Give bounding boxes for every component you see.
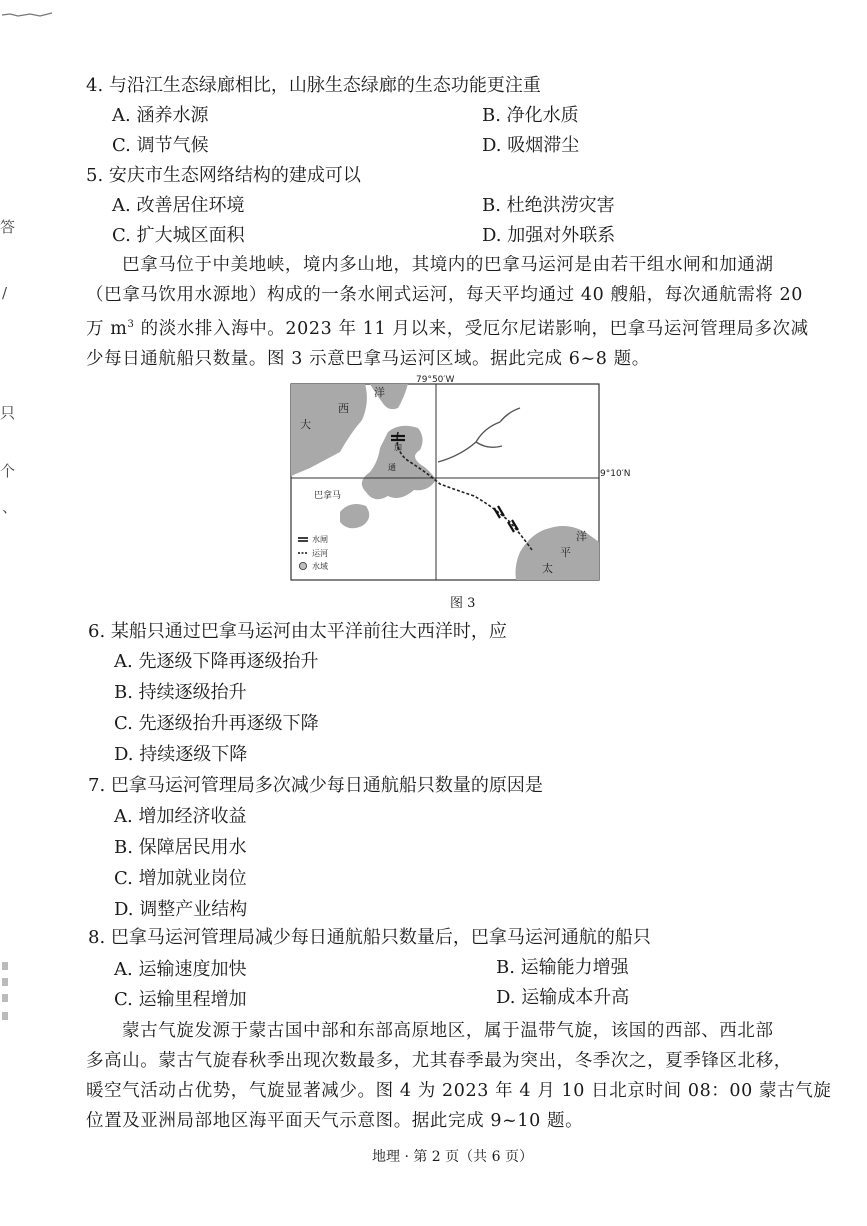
passage-panama-line-3a: 万 m [86, 318, 128, 339]
passage-mongolia-line-4: 位置及亚洲局部地区海平面天气示意图。据此完成 9~10 题。 [86, 1111, 584, 1131]
q5-option-d: D. 加强对外联系 [482, 225, 616, 246]
legend-canal-label: 运河 [312, 549, 328, 558]
atlantic-label-1: 大 [300, 418, 311, 431]
q6-option-d: D. 持续逐级下降 [114, 744, 248, 765]
q4-option-a: A. 涵养水源 [112, 105, 209, 126]
figure-3-caption: 图 3 [450, 596, 476, 611]
edge-mark-4: 个 [0, 462, 16, 480]
binding-marks [1, 960, 11, 1030]
q7-stem: 7. 巴拿马运河管理局多次减少每日通航船只数量的原因是 [88, 775, 543, 796]
q5-stem: 5. 安庆市生态网络结构的建成可以 [86, 165, 361, 186]
q4-option-c: C. 调节气候 [112, 135, 209, 156]
panama-canal-map [270, 372, 631, 584]
passage-panama-line-1: 巴拿马位于中美地峡，境内多山地，其境内的巴拿马运河是由若干组水闸和加通湖 [122, 255, 774, 275]
q7-option-b: B. 保障居民用水 [114, 837, 247, 858]
q6-option-b: B. 持续逐级抬升 [114, 682, 247, 703]
legend-lock-label: 水闸 [312, 535, 328, 544]
edge-mark-3: 只 [0, 404, 16, 422]
passage-panama [86, 250, 842, 374]
lat-label: 9°10′N [600, 469, 631, 479]
q4-option-d: D. 吸烟滞尘 [482, 135, 580, 156]
q5-option-c: C. 扩大城区面积 [112, 225, 245, 246]
atlantic-label-2: 西 [338, 402, 349, 415]
q8-stem: 8. 巴拿马运河管理局减少每日通航船只数量后，巴拿马运河通航的船只 [88, 927, 651, 948]
q8-option-b: B. 运输能力增强 [496, 957, 629, 978]
q8-option-a: A. 运输速度加快 [114, 959, 247, 980]
q6-option-a: A. 先逐级下降再逐级抬升 [114, 651, 319, 672]
lake-label-1: 加 [394, 443, 402, 452]
q7-option-a: A. 增加经济收益 [114, 806, 247, 827]
pacific-label-1: 太 [542, 562, 553, 575]
superscript-3: 3 [127, 319, 135, 330]
q5-option-b: B. 杜绝洪涝灾害 [482, 195, 615, 216]
q7-option-d: D. 调整产业结构 [114, 899, 248, 920]
q4-option-b: B. 净化水质 [482, 105, 579, 126]
q5-option-a: A. 改善居住环境 [112, 195, 245, 216]
passage-mongolia-line-1: 蒙古气旋发源于蒙古国中部和东部高原地区，属于温带气旋，该国的西部、西北部 [122, 1021, 774, 1041]
scan-artifact-mark [0, 10, 60, 20]
pacific-label-3: 洋 [576, 530, 587, 543]
edge-mark-2: / [2, 284, 8, 302]
passage-panama-line-2: （巴拿马饮用水源地）构成的一条水闸式运河，每天平均通过 40 艘船，每次通航需将 20 [86, 285, 804, 305]
passage-panama-line-3b: 的淡水排入海中。2023 年 11 月以来，受厄尔尼诺影响，巴拿马运河管理局多次减 [134, 318, 809, 339]
passage-panama-line-3 [86, 310, 842, 344]
page-footer: 地理 · 第 2 页（共 6 页） [372, 1149, 533, 1165]
edge-mark-1: 答 [0, 218, 16, 236]
passage-mongolia-line-3: 暖空气活动占优势，气旋显著减少。图 4 为 2023 年 4 月 10 日北京时间 08：00 蒙古气旋 [86, 1081, 832, 1101]
passage-mongolia [86, 1016, 842, 1136]
atlantic-label-3: 洋 [374, 386, 385, 399]
q7-option-c: C. 增加就业岗位 [114, 868, 247, 889]
map-svg [270, 372, 631, 584]
q6-option-c: C. 先逐级抬升再逐级下降 [114, 713, 319, 734]
scan-artifact [0, 4, 60, 14]
q8-option-d: D. 运输成本升高 [496, 987, 630, 1008]
pacific-label-2: 平 [560, 546, 571, 559]
legend-water-label: 水域 [312, 562, 328, 571]
passage-mongolia-line-2: 多高山。蒙古气旋春秋季出现次数最多，尤其春季最为突出，冬季次之，夏季锋区北移， [86, 1051, 792, 1071]
lake-label-2: 通 [388, 463, 396, 472]
q4-stem: 4. 与沿江生态绿廊相比，山脉生态绿廊的生态功能更注重 [86, 75, 541, 96]
edge-mark-5: 、 [2, 498, 18, 516]
country-label: 巴拿马 [314, 491, 342, 501]
lon-label: 79°50′W [416, 375, 455, 385]
q6-stem: 6. 某船只通过巴拿马运河由太平洋前往大西洋时，应 [88, 621, 507, 642]
q8-option-c: C. 运输里程增加 [114, 989, 247, 1010]
passage-panama-line-4: 少每日通航船只数量。图 3 示意巴拿马运河区域。据此完成 6~8 题。 [86, 348, 650, 369]
